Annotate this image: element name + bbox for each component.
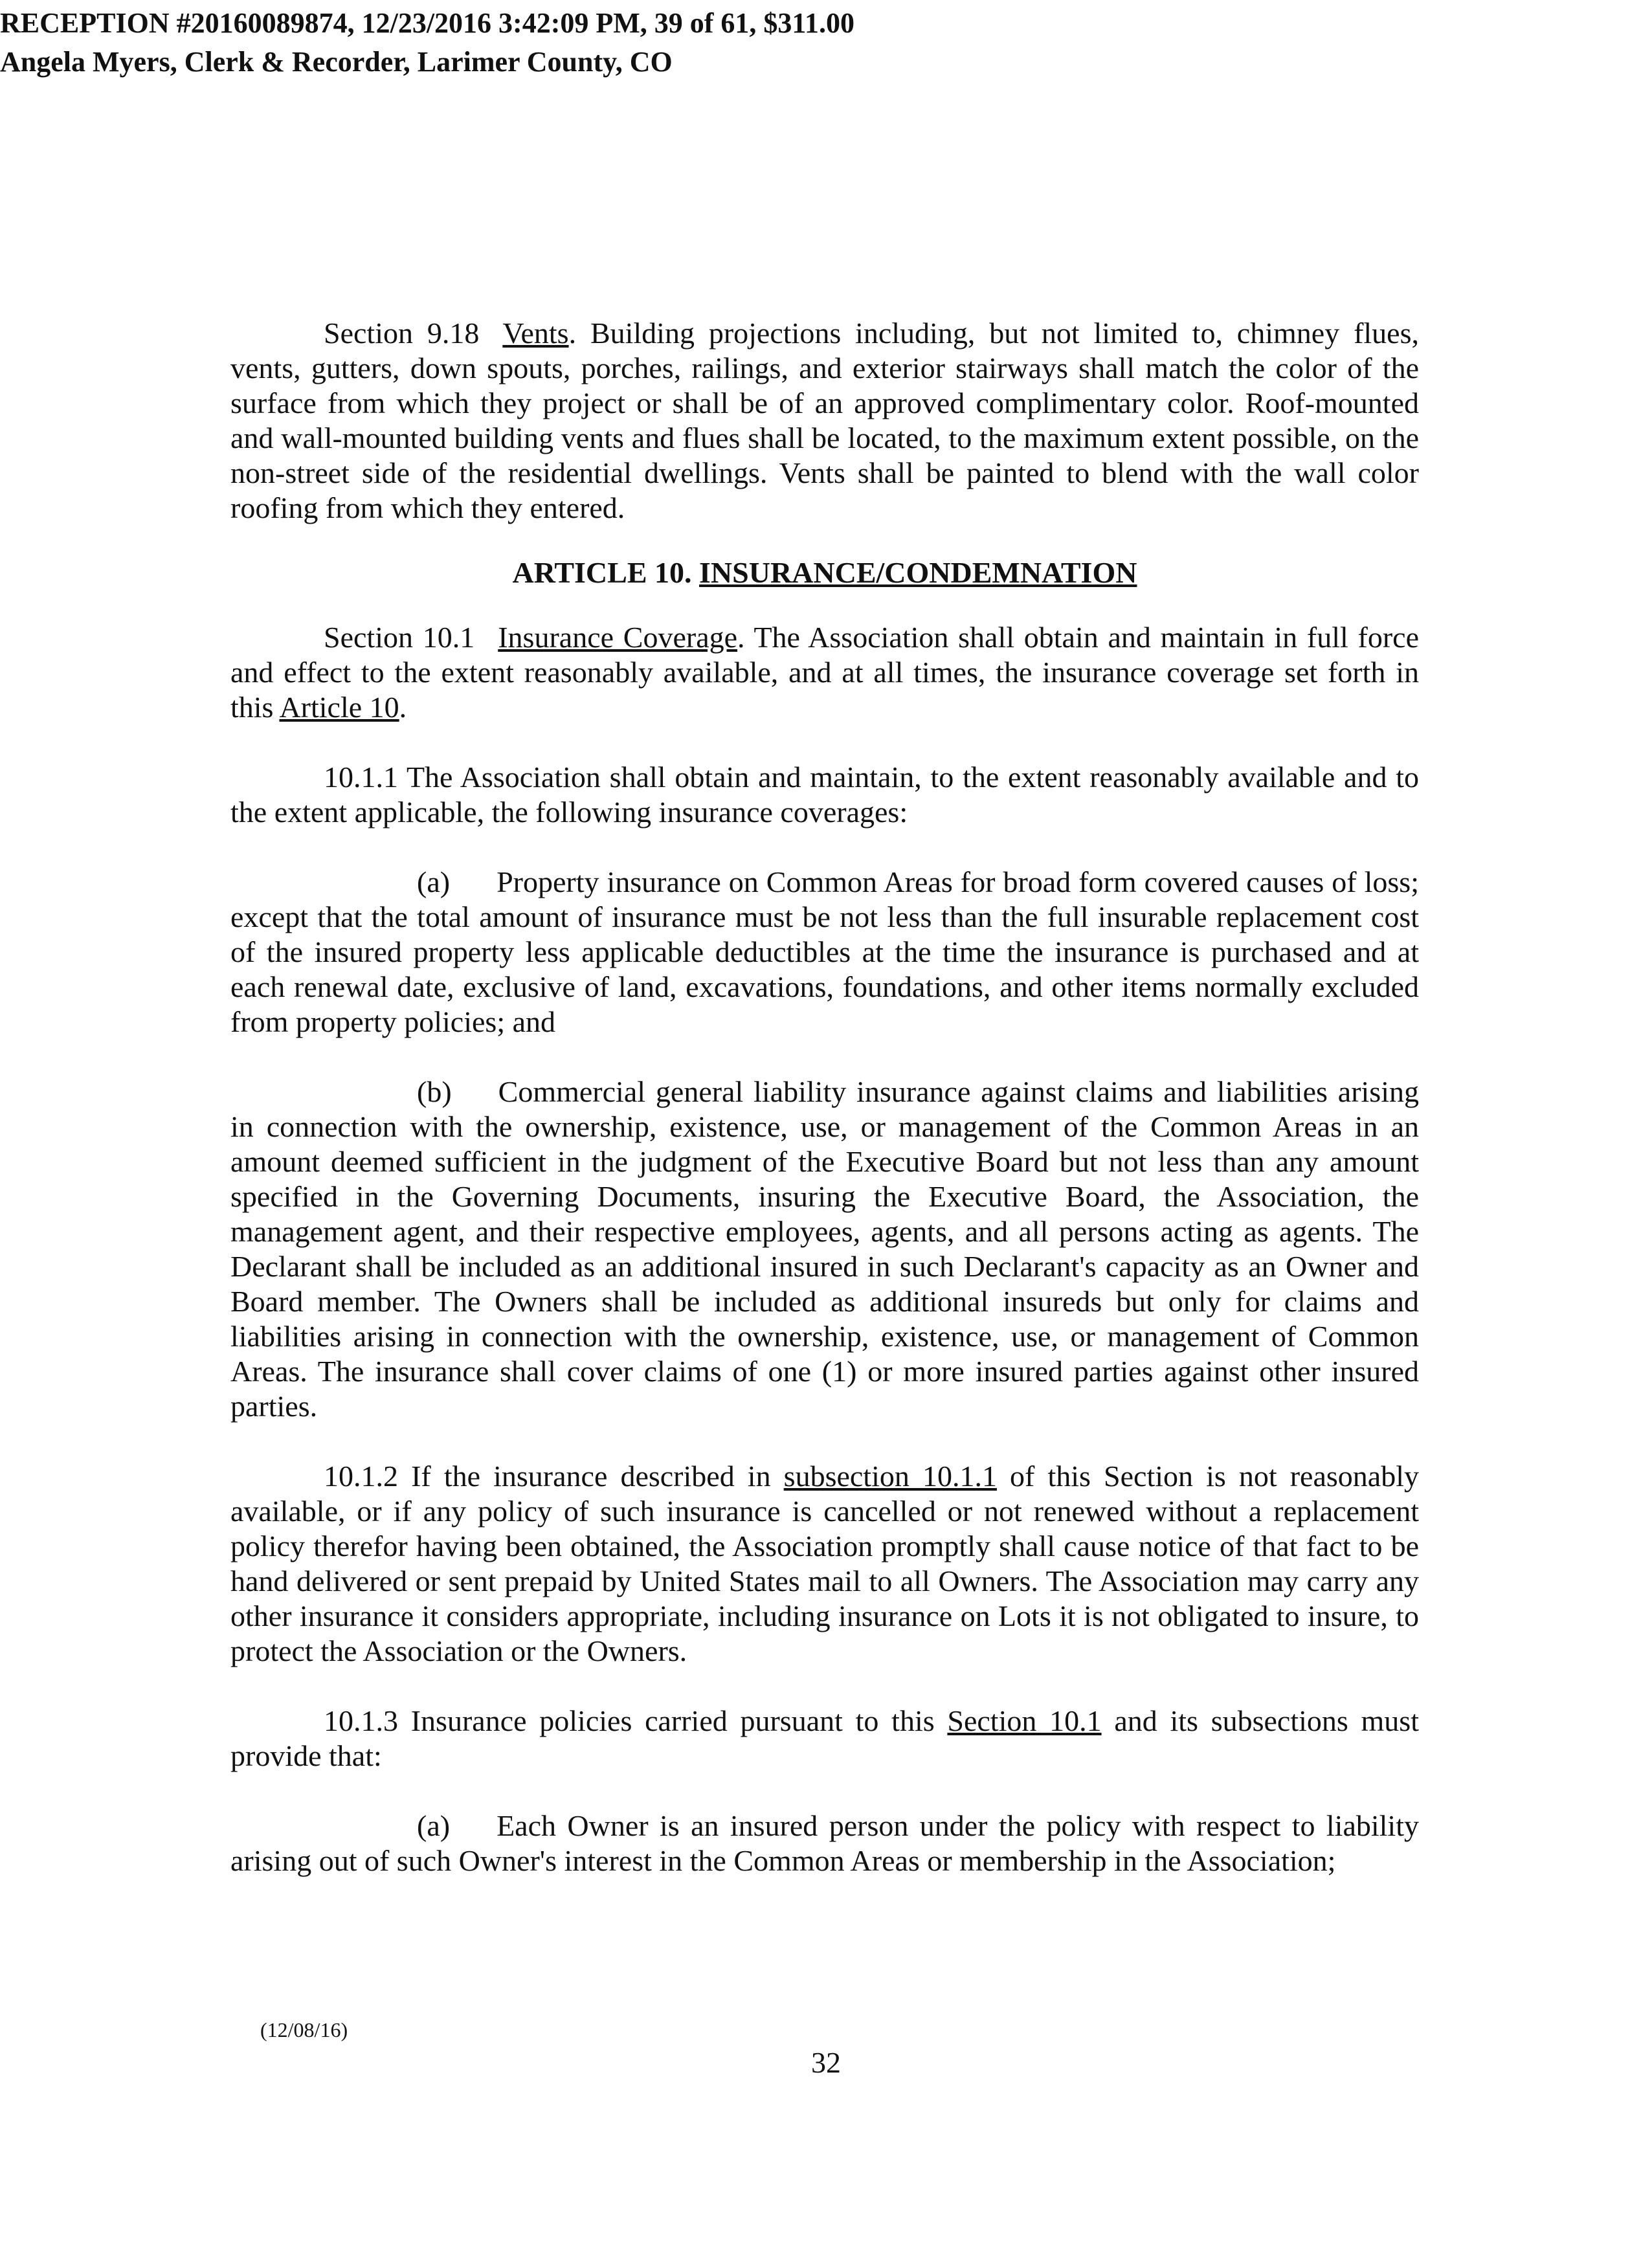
clause-a-label: (a) bbox=[417, 865, 451, 898]
article-heading bbox=[230, 555, 1419, 590]
section-10-1-number: Section 10.1 bbox=[324, 621, 475, 654]
stamp-line-2: Angela Myers, Clerk & Recorder, Larimer County, CO bbox=[0, 46, 673, 78]
subsection-10-1-2-text-1: 10.1.2 If the insurance described in bbox=[324, 1460, 784, 1493]
section-10-1-text: . The Association shall obtain and maintain in full force and effect to the extent reasonably available, and at all times, the insurance coverage set forth in this bbox=[230, 621, 1419, 724]
subsection-10-1-3 bbox=[230, 1704, 1419, 1773]
section-9-18 bbox=[230, 316, 1419, 526]
subsection-10-1-1: 10.1.1 The Association shall obtain and maintain, to the extent reasonably available and to the extent applicable, the following insurance coverages: bbox=[230, 761, 1419, 828]
clause-10-1-3-a-label: (a) bbox=[417, 1809, 451, 1842]
clause-10-1-3-a-text: Each Owner is an insured person under the policy with respect to liability arising out of such Owner's interest in the Common Areas or membership in the Association; bbox=[230, 1809, 1419, 1877]
section-10-1 bbox=[230, 620, 1419, 725]
article-prefix: ARTICLE 10. bbox=[512, 556, 700, 589]
section-9-18-title: Vents bbox=[502, 317, 569, 350]
clause-a-text: Property insurance on Common Areas for broad form covered causes of loss; except that the total amount of insurance must be not less than the full insurable replacement cost of the insured property less applicable deductibles at the time the insurance is purchased and at each renewal date, exclusive of land, excavations, foundations, and other items normally excluded from property policies; and bbox=[230, 865, 1419, 1038]
subsection-10-1-3-text-1: 10.1.3 Insurance policies carried pursuant to this bbox=[324, 1704, 948, 1737]
section-10-1-title: Insurance Coverage bbox=[498, 621, 738, 654]
article-10-reference: Article 10 bbox=[279, 691, 399, 724]
stamp-line-1: RECEPTION #20160089874, 12/23/2016 3:42:09 PM, 39 of 61, $311.00 bbox=[0, 7, 854, 39]
clause-b-text: Commercial general liability insurance against claims and liabilities arising in connection with the ownership, existence, use, or management of the Common Areas in an amount deemed sufficient in the judgment of the Executive Board but not less than any amount specified in the Governing Documents, insuring the Executive Board, the Association, the management agent, and their respective employees, agents, and all persons acting as agents. The Declarant shall be included as an additional insured in such Declarant's capacity as an Owner and Board member. The Owners shall be included as additional insureds but only for claims and liabilities arising in connection with the ownership, existence, use, or management of Common Areas. The insurance shall cover claims of one (1) or more insured parties against other insured parties. bbox=[230, 1075, 1419, 1423]
clause-10-1-1-a bbox=[230, 865, 1419, 1040]
recording-stamp bbox=[0, 4, 854, 82]
subsection-10-1-3-text-2: and its subsections must provide that: bbox=[230, 1704, 1419, 1772]
subsection-10-1-2-text-2: of this Section is not reasonably available, or if any policy of such insurance is cancelled or not renewed without a replacement policy therefor having been obtained, the Association promptly shall cause notice of that fact to be hand delivered or sent prepaid by United States mail to all Owners. The Association may carry any other insurance it considers appropriate, including insurance on Lots it is not obligated to insure, to protect the Association or the Owners. bbox=[230, 1460, 1419, 1667]
document-body bbox=[230, 316, 1419, 1878]
footer-date: (12/08/16) bbox=[260, 2018, 348, 2041]
section-10-1-end: . bbox=[399, 691, 407, 724]
clause-b-label: (b) bbox=[417, 1075, 452, 1108]
page-number: 32 bbox=[811, 2046, 841, 2079]
clause-10-1-3-a bbox=[230, 1808, 1419, 1878]
section-9-18-text: . Building projections including, but not limited to, chimney flues, vents, gutters, down spouts, porches, railings, and exterior stairways shall match the color of the surface from which they project or shall be of an approved complimentary color. Roof-mounted and wall-mounted building vents and flues shall be located, to the maximum extent possible, on the non-street side of the residential dwellings. Vents shall be painted to blend with the wall color roofing from which they entered. bbox=[230, 317, 1419, 524]
subsection-10-1-1-reference: subsection 10.1.1 bbox=[783, 1460, 997, 1493]
article-title: INSURANCE/CONDEMNATION bbox=[699, 556, 1137, 589]
section-10-1-reference: Section 10.1 bbox=[947, 1704, 1102, 1737]
section-9-18-number: Section 9.18 bbox=[324, 317, 480, 350]
subsection-10-1-2 bbox=[230, 1459, 1419, 1669]
clause-10-1-1-b bbox=[230, 1074, 1419, 1424]
